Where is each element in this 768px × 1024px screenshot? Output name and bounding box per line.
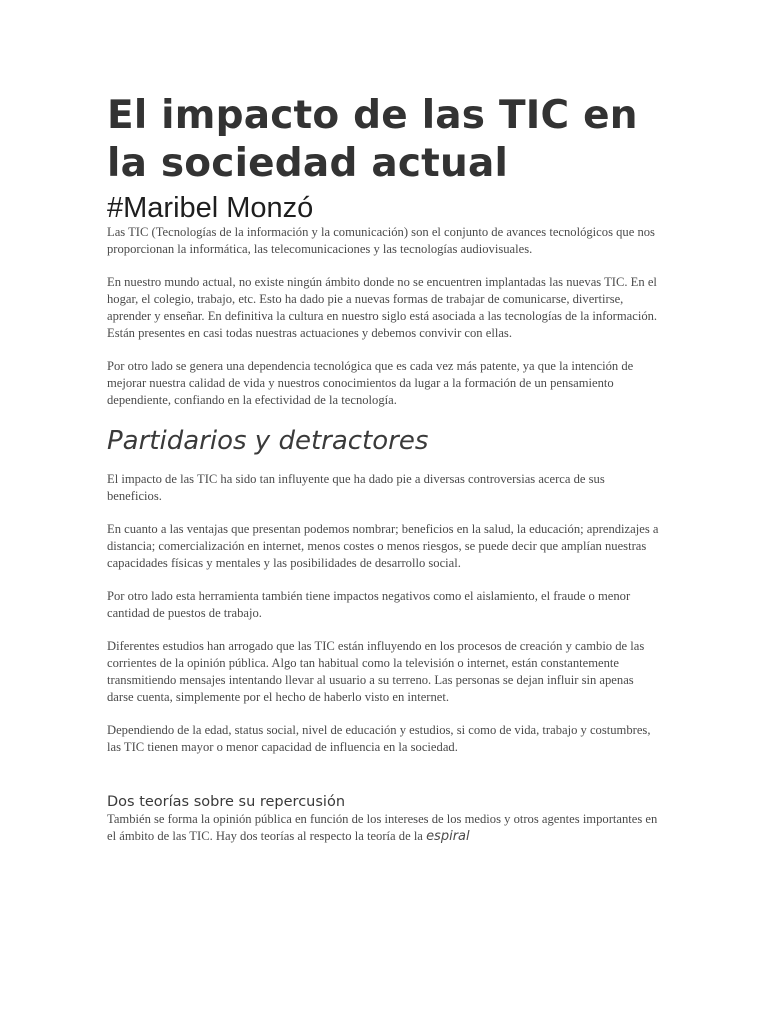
- section1-paragraph-2: En cuanto a las ventajas que presentan podemos nombrar; beneficios en la salud, la educación; aprendizajes a distancia; comercialización en internet, menos costes o menos riesgos, se puede decir que amplían nuestras capacidades físicas y mentales y las posibilidades de desarrollo social.: [107, 522, 659, 570]
- intro-paragraph-1: Las TIC (Tecnologías de la información y la comunicación) son el conjunto de avances tecnológicos que nos proporcionan la informática, las telecomunicaciones y las tecnologías audiovisuales.: [107, 225, 655, 256]
- section2-paragraph-text: También se forma la opinión pública en función de los intereses de los medios y otros agentes importantes en el ámbito de las TIC. Hay dos teorías al respecto la teoría de la: [107, 812, 658, 843]
- section1-paragraph-3: Por otro lado esta herramienta también tiene impactos negativos como el aislamiento, el fraude o menor cantidad de puestos de trabajo.: [107, 589, 631, 620]
- document-page: [107, 92, 659, 861]
- section2-paragraph-1: [107, 811, 659, 845]
- section1-paragraph-1: El impacto de las TIC ha sido tan influyente que ha dado pie a diversas controversias acerca de sus beneficios.: [107, 472, 605, 503]
- emphasis-word: espiral: [426, 829, 470, 844]
- section-heading-dos-teorias: Dos teorías sobre su repercusión: [107, 794, 346, 810]
- document-title: El impacto de las TIC en la sociedad actual: [107, 93, 638, 186]
- section1-paragraph-5: Dependiendo de la edad, status social, nivel de educación y estudios, si como de vida, trabajo y costumbres, las TIC tienen mayor o menor capacidad de influencia en la sociedad.: [107, 723, 651, 754]
- intro-paragraph-3: Por otro lado se genera una dependencia tecnológica que es cada vez más patente, ya que la intención de mejorar nuestra calidad de vida y nuestros conocimientos da lugar a la formación de un pensamiento dependiente, confiando en la efectividad de la tecnología.: [107, 359, 634, 407]
- section1-paragraph-4: Diferentes estudios han arrogado que las TIC están influyendo en los procesos de creación y cambio de las corrientes de la opinión pública. Algo tan habitual como la televisión o internet, están constantemente transmitiendo mensajes intentando llevar al usuario a su terreno. Las personas se dejan influir sin apenas darse cuenta, simplemente por el hecho de haberlo visto en internet.: [107, 639, 645, 704]
- intro-paragraph-2: En nuestro mundo actual, no existe ningún ámbito donde no se encuentren implantadas las nuevas TIC. En el hogar, el colegio, trabajo, etc. Esto ha dado pie a nuevas formas de trabajar de comunicarse, divertirse, aprender y enseñar. En definitiva la cultura en nuestro siglo está asociada a las tecnologías de la información. Están presentes en casi todas nuestras actuaciones y debemos convivir con ellas.: [107, 275, 658, 340]
- author-hashtag: #Maribel Monzó: [107, 192, 314, 224]
- section-heading-partidarios: Partidarios y detractores: [107, 426, 429, 456]
